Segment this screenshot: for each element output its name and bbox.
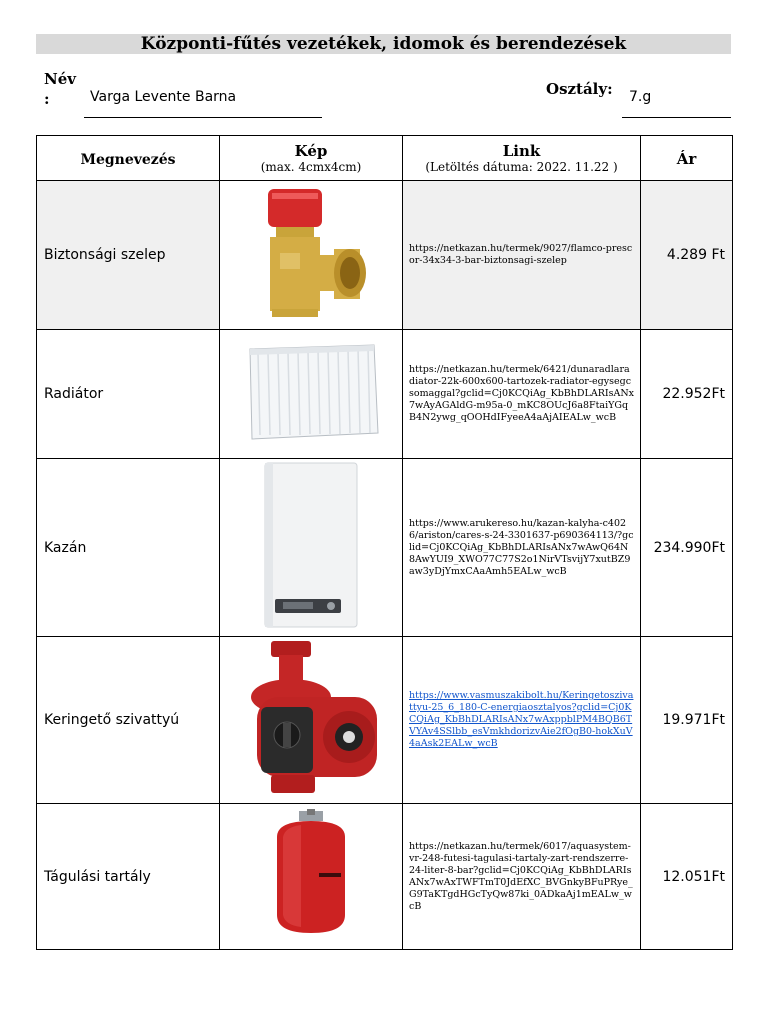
item-link[interactable]: https://netkazan.hu/termek/9027/flamco-prescor-34x34-3-bar-biztonsagi-szelep [403, 181, 641, 330]
item-name: Radiátor [37, 330, 220, 459]
item-price: 12.051Ft [641, 804, 733, 950]
item-price: 234.990Ft [641, 459, 733, 637]
name-underline [84, 117, 322, 118]
header-link: Link (Letöltés dátuma: 2022. 11.22 ) [403, 136, 641, 181]
item-image-cell [220, 459, 403, 637]
class-underline [622, 117, 731, 118]
document-title: Központi-fűtés vezetékek, idomok és berendezések [140, 34, 627, 54]
item-price: 19.971Ft [641, 637, 733, 804]
class-value[interactable]: 7.g [629, 89, 652, 105]
item-price: 22.952Ft [641, 330, 733, 459]
item-link[interactable]: https://www.arukereso.hu/kazan-kalyha-c4026/ariston/cares-s-24-3301637-p690364113/?gclid=Cj0KCQiAg_KbBhDLARIsANx7wAwQ64N8AwYUI9_XWO77C77S2o1NirVTsvijY7xutBZ9aw3yDjYmxCAaAmh5EALw_wcB [403, 459, 641, 637]
header-image: Kép (max. 4cmx4cm) [220, 136, 403, 181]
item-price: 4.289 Ft [641, 181, 733, 330]
radiator-image [238, 335, 384, 453]
item-name: Biztonsági szelep [37, 181, 220, 330]
table-header-row [37, 136, 733, 181]
item-name: Tágulási tartály [37, 804, 220, 950]
item-link[interactable]: https://netkazan.hu/termek/6421/dunaradlaradiator-22k-600x600-tartozek-radiator-egysegcsomaggal?gclid=Cj0KCQiAg_KbBhDLARIsANx7wAyAGAldG-m95a-0_mKC8OUcJ6a8FtaiYGqB4N2ywg_qOOHdIFyeeA4aAjAIEALw_wcB [403, 330, 641, 459]
table-row [37, 459, 733, 637]
expansion-tank-image [261, 807, 361, 947]
name-colon: : [44, 90, 50, 108]
item-image-cell [220, 804, 403, 950]
class-label: Osztály: [546, 80, 613, 98]
name-value[interactable]: Varga Levente Barna [90, 89, 237, 105]
table-row [37, 330, 733, 459]
item-link[interactable] [403, 637, 641, 804]
item-link[interactable]: https://netkazan.hu/termek/6017/aquasystem-vr-248-futesi-tagulasi-tartaly-zart-rendszerre-24-liter-8-bar?gclid=Cj0KCQiAg_KbBhDLARIsANx7wAxTWFTmT0JdEfXC_BVGnkyBFuPRye_G9TaKTgdHGcTyQw87ki_0ADkaAj1mEALw_wcB [403, 804, 641, 950]
name-label: Név [44, 70, 76, 88]
header-price: Ár [641, 136, 733, 181]
items-table [36, 135, 733, 950]
table-row [37, 181, 733, 330]
header-name: Megnevezés [37, 136, 220, 181]
circulation-pump-image [231, 637, 391, 803]
title-bar [36, 34, 731, 54]
table-row [37, 804, 733, 950]
item-image-cell [220, 637, 403, 804]
item-image-cell [220, 330, 403, 459]
item-name: Keringető szivattyú [37, 637, 220, 804]
safety-valve-image [238, 183, 384, 327]
table-row [37, 637, 733, 804]
item-hyperlink[interactable]: https://www.vasmuszakibolt.hu/Keringetoszivattyu-25_6_180-C-energiaosztalyos?gclid=Cj0KCQiAg_KbBhDLARIsANx7wAxppblPM4BQB6TVYAv4SSlbb_esVmkhdorizvAie2fOgB0-hokXuV4aAsk2EALw_wcB [409, 690, 634, 749]
item-name: Kazán [37, 459, 220, 637]
boiler-image [261, 461, 361, 635]
item-image-cell [220, 181, 403, 330]
